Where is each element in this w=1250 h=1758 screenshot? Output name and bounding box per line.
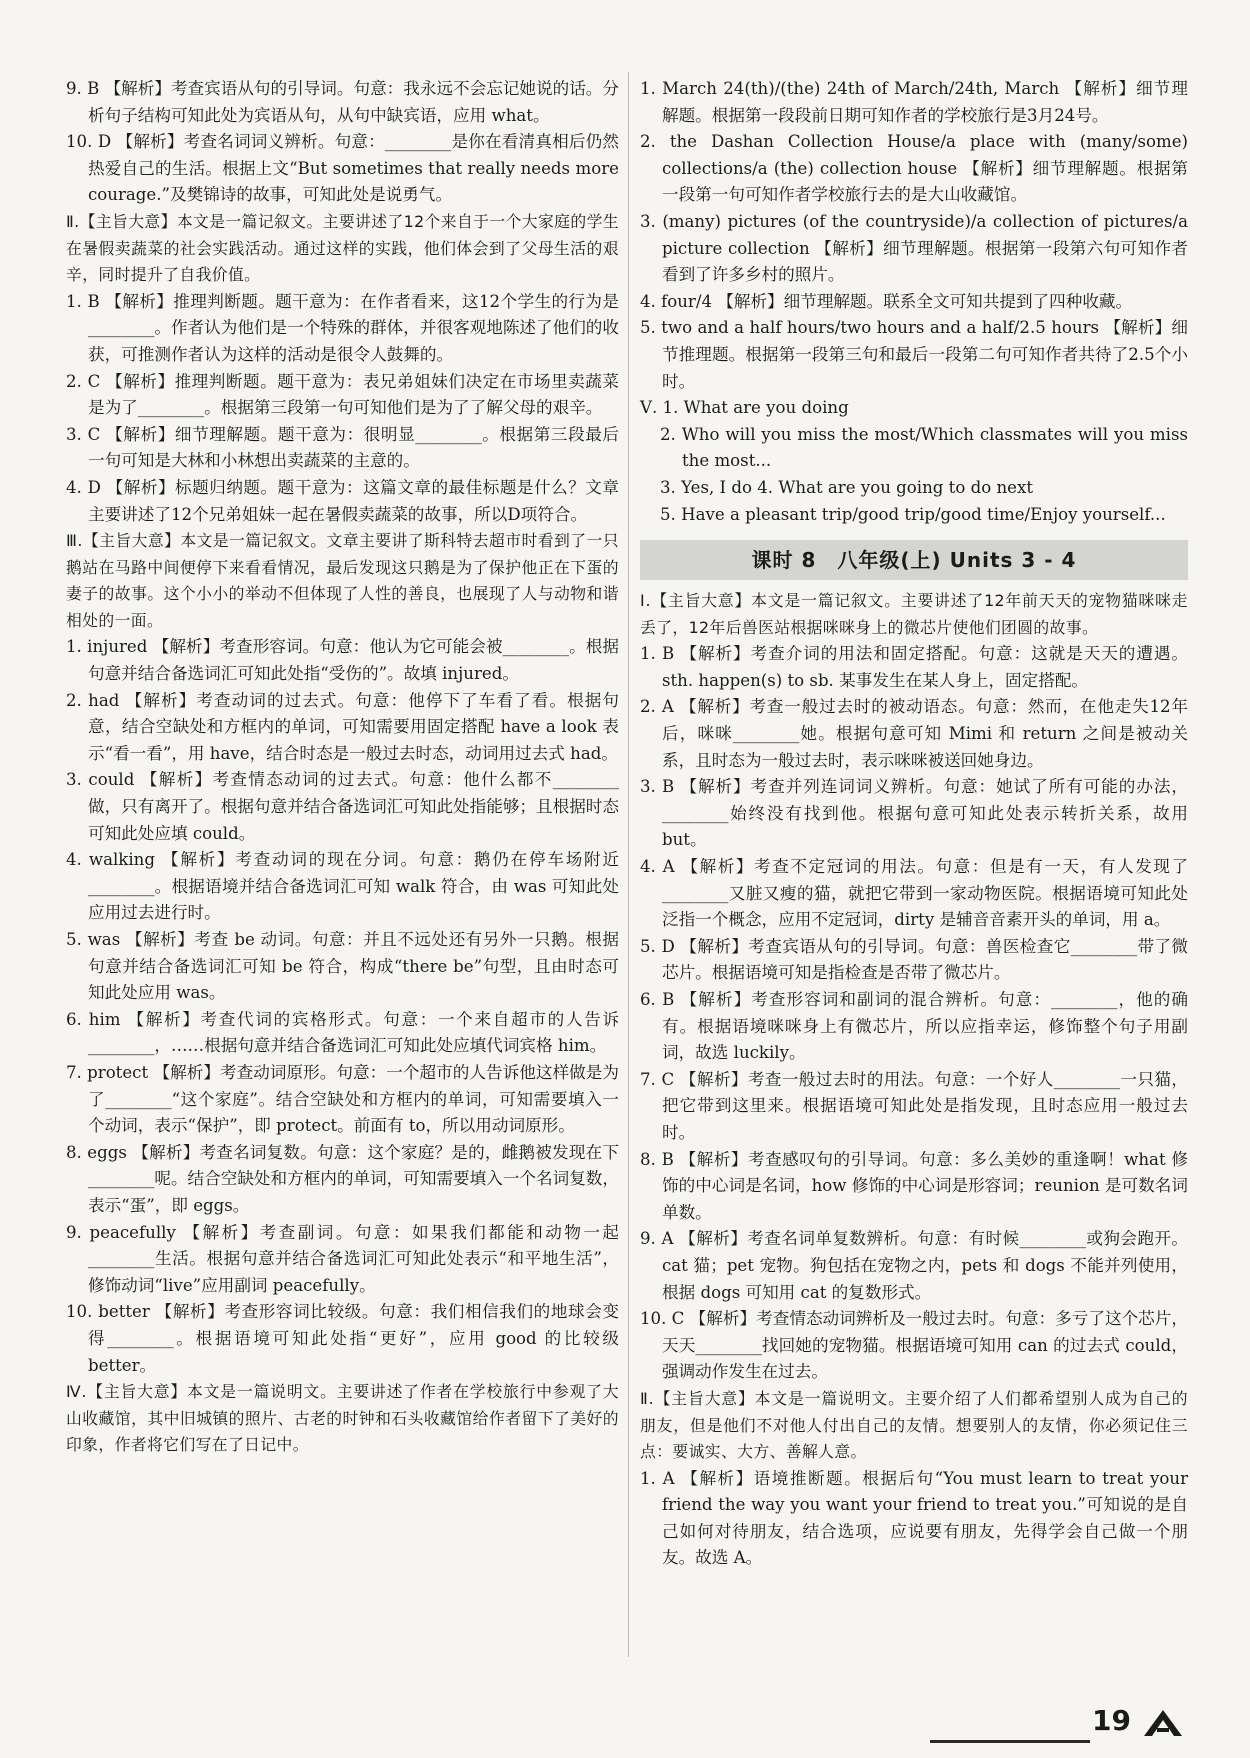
left-column: [66, 76, 619, 1459]
answer-item: 9. peacefully 【解析】考查副词。句意：如果我们都能和动物一起________生活。根据句意并结合备选词汇可知此处表示“和平地生活”，修饰动词“live”应用副词 peacefully。: [66, 1222, 619, 1295]
page-number: 19: [1092, 1704, 1131, 1737]
answer-item: 10. C 【解析】考查情态动词辨析及一般过去时。句意：多亏了这个芯片，天天________找回她的宠物猫。根据语境可知用 can 的过去式 could，强调动作发生在过去。: [640, 1309, 1188, 1382]
section-summary: Ⅱ.【主旨大意】本文是一篇记叙文。主要讲述了12个来自于一个大家庭的学生在暑假卖蔬菜的社会实践活动。通过这样的实践，他们体会到了父母生活的艰辛，同时提升了自我价值。: [66, 211, 619, 285]
answer-item: 1. B 【解析】推理判断题。题干意为：在作者看来，这12个学生的行为是________。作者认为他们是一个特殊的群体，并很客观地陈述了他们的收获，可推测作者认为这样的活动是很令人鼓舞的。: [66, 291, 619, 364]
answer-item: 10. better 【解析】考查形容词比较级。句意：我们相信我们的地球会变得________。根据语境可知此处指“更好”，应用 good 的比较级 better。: [66, 1302, 619, 1375]
answer-item: 2. C 【解析】推理判断题。题干意为：表兄弟姐妹们决定在市场里卖蔬菜是为了________。根据第三段第一句可知他们是为了了解父母的艰辛。: [66, 371, 619, 418]
section-summary: Ⅰ.【主旨大意】本文是一篇记叙文。主要讲述了12年前天天的宠物猫咪咪走丢了，12年后兽医站根据咪咪身上的微芯片使他们团圆的故事。: [640, 591, 1188, 637]
answer-item: 7. protect 【解析】考查动词原形。句意：一个超市的人告诉他这样做是为了________“这个家庭”。结合空缺处和方框内的单词，可知需要填入一个动词，表示“保护”，即 protect。前面有 to，所以用动词原形。: [66, 1062, 619, 1136]
answer-item: 2. A 【解析】考查一般过去时的被动语态。句意：然而，在他走失12年后，咪咪________她。根据句意可知 Mimi 和 return 之间是被动关系，且时态为一般过去时，表示咪咪被送回她身边。: [640, 697, 1188, 770]
answer-item: 10. D 【解析】考查名词词义辨析。句意：________是你在看清真相后仍然热爱自己的生活。根据上文“But sometimes that really needs more courage.”及樊锦诗的故事，可知此处是说勇气。: [66, 132, 619, 205]
answer-item: 3. could 【解析】考查情态动词的过去式。句意：他什么都不________做，只有离开了。根据句意并结合备选词汇可知此处指能够；且根据时态可知此处应填 could。: [66, 770, 619, 843]
section-summary: Ⅱ.【主旨大意】本文是一篇说明文。主要介绍了人们都希望别人成为自己的朋友，但是他们不对他人付出自己的友情。想要别人的友情，你必须记住三点：要诚实、大方、善解人意。: [640, 1388, 1188, 1462]
answer-item: 1. March 24(th)/(the) 24th of March/24th, March 【解析】细节理解题。根据第一段段前日期可知作者的学校旅行是3月24号。: [640, 79, 1188, 125]
right-bottom-answers: [640, 588, 1188, 1572]
publisher-logo-icon: [1140, 1708, 1186, 1738]
answer-item: 5. Have a pleasant trip/good trip/good time/Enjoy yourself...: [660, 504, 1166, 524]
answer-item: 2. the Dashan Collection House/a place with (many/some) collections/a (the) collection house 【解析】细节理解题。根据第一段第一句可知作者学校旅行去的是大山收藏馆。: [640, 132, 1188, 205]
lesson-title-banner: [640, 540, 1188, 580]
answer-item: 3. (many) pictures (of the countryside)/a collection of pictures/a picture collection 【解析】细节理解题。根据第一段第六句可知作者看到了许多乡村的照片。: [640, 211, 1188, 285]
right-column: [640, 76, 1188, 1572]
answer-item: 8. eggs 【解析】考查名词复数。句意：这个家庭？是的，雌鹅被发现在下________呢。结合空缺处和方框内的单词，可知需要填入一个名词复数，表示“蛋”，即 eggs。: [66, 1142, 619, 1215]
answer-item: 8. B 【解析】考查感叹句的引导词。句意：多么美妙的重逢啊！what 修饰的中心词是名词，how 修饰的中心词是形容词；reunion 是可数名词单数。: [640, 1149, 1188, 1222]
answer-item: 6. him 【解析】考查代词的宾格形式。句意：一个来自超市的人告诉________，……根据句意并结合备选词汇可知此处应填代词宾格 him。: [66, 1009, 619, 1056]
answer-item: 2. Who will you miss the most/Which classmates will you miss the most...: [660, 424, 1188, 471]
answer-item: 9. B 【解析】考查宾语从句的引导词。句意：我永远不会忘记她说的话。分析句子结构可知此处为宾语从句，从句中缺宾语，应用 what。: [66, 79, 619, 125]
answer-item: 4. D 【解析】标题归纳题。题干意为：这篇文章的最佳标题是什么？文章主要讲述了12个兄弟姐妹一起在暑假卖蔬菜的故事，所以D项符合。: [66, 477, 619, 524]
answer-item: 7. C 【解析】考查一般过去时的用法。句意：一个好人________一只猫，把它带到这里来。根据语境可知此处是指发现，且时态应用一般过去时。: [640, 1069, 1188, 1142]
answer-item: 4. four/4 【解析】细节理解题。联系全文可知共提到了四种收藏。: [640, 291, 1133, 311]
answer-item: 5. was 【解析】考查 be 动词。句意：并且不远处还有另外一只鹅。根据句意并结合备选词汇可知 be 符合，构成“there be”句型，且由时态可知此处应用 was。: [66, 930, 619, 1003]
section-summary: Ⅲ.【主旨大意】本文是一篇记叙文。文章主要讲了斯科特去超市时看到了一只鹅站在马路中间便停下来看看情况，最后发现这只鹅是为了保护他正在下蛋的妻子的故事。这个小小的举动不但体现了人性的善良，也展现了人与动物和谐相处的一面。: [66, 531, 619, 630]
answer-item: 1. A 【解析】语境推断题。根据后句“You must learn to treat your friend the way you want your friend to treat you.”可知说的是自己如何对待朋友，结合选项，应说要有朋友，先得学会自己做一个朋友。故选 A。: [640, 1468, 1188, 1568]
answer-item: 3. B 【解析】考查并列连词词义辨析。句意：她试了所有可能的办法，________始终没有找到他。根据句意可知此处表示转折关系，故用 but。: [640, 777, 1188, 850]
answer-item: 3. Yes, I do 4. What are you going to do next: [660, 477, 1034, 497]
section-summary: Ⅳ.【主旨大意】本文是一篇说明文。主要讲述了作者在学校旅行中参观了大山收藏馆，其中旧城镇的照片、古老的时钟和石头收藏馆给作者留下了美好的印象，作者将它们写在了日记中。: [66, 1382, 619, 1455]
answer-item: 5. D 【解析】考查宾语从句的引导词。句意：兽医检查它________带了微芯片。根据语境可知是指检查是否带了微芯片。: [640, 936, 1188, 983]
answer-item: 4. walking 【解析】考查动词的现在分词。句意：鹅仍在停车场附近________。根据语境并结合备选词汇可知 walk 符合，由 was 可知此处应用过去进行时。: [66, 850, 619, 923]
answer-item: 9. A 【解析】考查名词单复数辨析。句意：有时候________或狗会跑开。cat 猫；pet 宠物。狗包括在宠物之内，pets 和 dogs 不能并列使用，根据 dogs 可知用 cat 的复数形式。: [640, 1229, 1188, 1302]
answer-item: 1. injured 【解析】考查形容词。句意：他认为它可能会被________。根据句意并结合备选词汇可知此处指“受伤的”。故填 injured。: [66, 637, 619, 684]
right-top-answers: [640, 76, 1188, 528]
answer-item: 6. B 【解析】考查形容词和副词的混合辨析。句意：________，他的确有。根据语境咪咪身上有微芯片，所以应指幸运，修饰整个句子用副词，故选 luckily。: [640, 990, 1188, 1063]
answer-item: Ⅴ. 1. What are you doing: [640, 398, 849, 418]
answer-item: 4. A 【解析】考查不定冠词的用法。句意：但是有一天，有人发现了________又脏又瘦的猫，就把它带到一家动物医院。根据语境可知此处泛指一个概念，应用不定冠词，dirty 是辅音音素开头的单词，用 a。: [640, 857, 1188, 930]
answer-item: 2. had 【解析】考查动词的过去式。句意：他停下了车看了看。根据句意，结合空缺处和方框内的单词，可知需要用固定搭配 have a look 表示“看一看”，用 have，结合时态是一般过去时态，动词用过去式 had。: [66, 690, 619, 763]
answer-item: 1. B 【解析】考查介词的用法和固定搭配。句意：这就是天天的遭遇。sth. happen(s) to sb. 某事发生在某人身上，固定搭配。: [640, 644, 1188, 690]
lesson-title: 课时 8 八年级(上) Units 3 - 4: [751, 547, 1077, 572]
footer-rule: [930, 1740, 1090, 1743]
column-divider: [628, 72, 629, 1657]
answer-item: 3. C 【解析】细节理解题。题干意为：很明显________。根据第三段最后一句可知是大林和小林想出卖蔬菜的主意的。: [66, 424, 619, 471]
answer-item: 5. two and a half hours/two hours and a half/2.5 hours 【解析】细节推理题。根据第一段第三句和最后一段第二句可知作者共待了2.5个小时。: [640, 318, 1188, 391]
